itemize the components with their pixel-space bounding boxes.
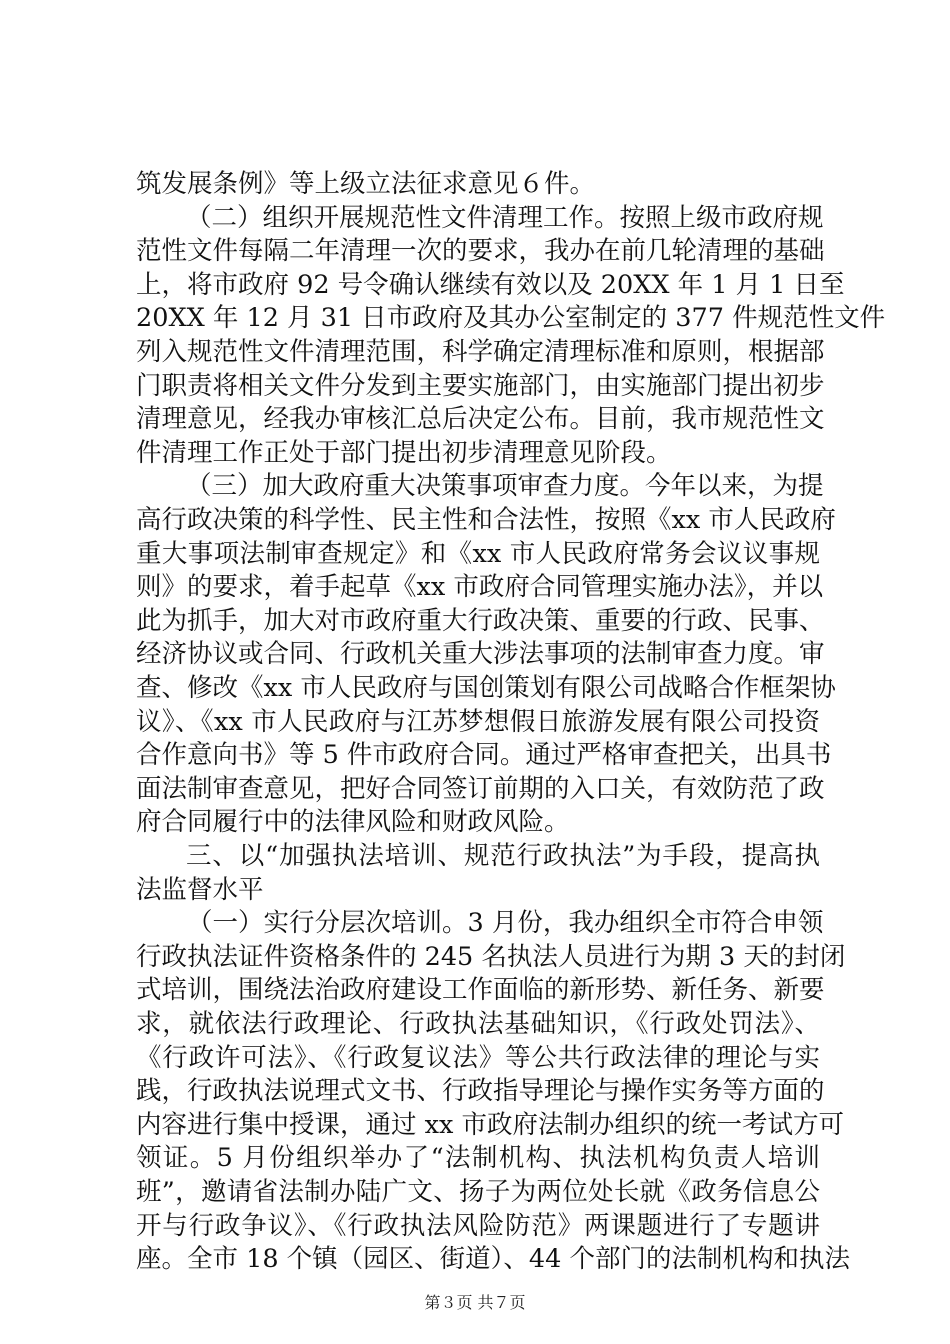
text-line: 《行政许可法》、《行政复议法》等公共行政法律的理论与实 <box>136 1042 820 1073</box>
text-line: 行政执法证件资格条件的 245 名执法人员进行为期 3 天的封闭 <box>136 941 846 972</box>
section-heading-line: 三、以“加强执法培训、规范行政执法”为手段，提高执 <box>186 841 820 871</box>
text-line: 践，行政执法说理式文书、行政指导理论与操作实务等方面的 <box>136 1076 825 1107</box>
text-line: 府合同履行中的法律风险和财政风险。 <box>136 807 570 838</box>
text-line: 重大事项法制审查规定》和《xx 市人民政府常务会议议事规 <box>136 538 820 569</box>
section-heading-line: 法监督水平 <box>136 874 264 905</box>
text-line: 筑发展条例》等上级立法征求意见６件。 <box>136 169 596 199</box>
text-line: 领证。5 月份组织举办了“法制机构、执法机构负责人培训 <box>136 1143 820 1174</box>
text-line: 高行政决策的科学性、民主性和合法性，按照《xx 市人民政府 <box>136 505 836 535</box>
text-line: 清理意见，经我办审核汇总后决定公布。目前，我市规范性文 <box>136 404 825 435</box>
text-line: 件清理工作正处于部门提出初步清理意见阶段。 <box>136 437 672 468</box>
text-line: 列入规范性文件清理范围，科学确定清理标准和原则，根据部 <box>136 337 825 367</box>
text-line: 座。全市 18 个镇（园区、街道）、44 个部门的法制机构和执法 <box>136 1244 850 1275</box>
text-line: 上，将市政府 92 号令确认继续有效以及 20XX 年 1 月 1 日至 <box>136 269 845 300</box>
text-line: （一）实行分层次培训。3 月份，我办组织全市符合申领 <box>187 908 824 939</box>
text-line: 查、修改《xx 市人民政府与国创策划有限公司战略合作框架协 <box>136 673 836 703</box>
text-line: （二）组织开展规范性文件清理工作。按照上级市政府规 <box>186 202 824 233</box>
text-line: 式培训，围绕法治政府建设工作面临的新形势、新任务、新要 <box>136 975 825 1006</box>
text-line: 此为抓手，加大对市政府重大行政决策、重要的行政、民事、 <box>136 605 825 636</box>
text-line: 班”，邀请省法制办陆广文、扬子为两位处长就《政务信息公 <box>136 1177 820 1207</box>
text-line: 内容进行集中授课，通过 xx 市政府法制办组织的统一考试方可 <box>136 1109 844 1140</box>
text-line: 开与行政争议》、《行政执法风险防范》两课题进行了专题讲 <box>136 1210 820 1241</box>
text-line: 经济协议或合同、行政机关重大涉法事项的法制审查力度。审 <box>136 639 825 670</box>
text-line: （三）加大政府重大决策事项审查力度。今年以来，为提 <box>186 471 824 502</box>
text-line: 议》、《xx 市人民政府与江苏梦想假日旅游发展有限公司投资 <box>136 706 820 737</box>
text-line: 则》的要求，着手起草《xx 市政府合同管理实施办法》，并以 <box>136 572 824 603</box>
text-line: 面法制审查意见，把好合同签订前期的入口关，有效防范了政 <box>136 773 825 804</box>
page-number-footer: 第３页 共７页 <box>424 1292 526 1312</box>
text-line: 20XX 年 12 月 31 日市政府及其办公室制定的 377 件规范性文件 <box>136 303 886 334</box>
text-line: 合作意向书》等 5 件市政府合同。通过严格审查把关，出具书 <box>136 740 832 771</box>
text-line: 门职责将相关文件分发到主要实施部门，由实施部门提出初步 <box>136 370 825 401</box>
text-line: 求，就依法行政理论、行政执法基础知识，《行政处罚法》、 <box>136 1009 820 1039</box>
text-line: 范性文件每隔二年清理一次的要求，我办在前几轮清理的基础 <box>136 236 825 267</box>
